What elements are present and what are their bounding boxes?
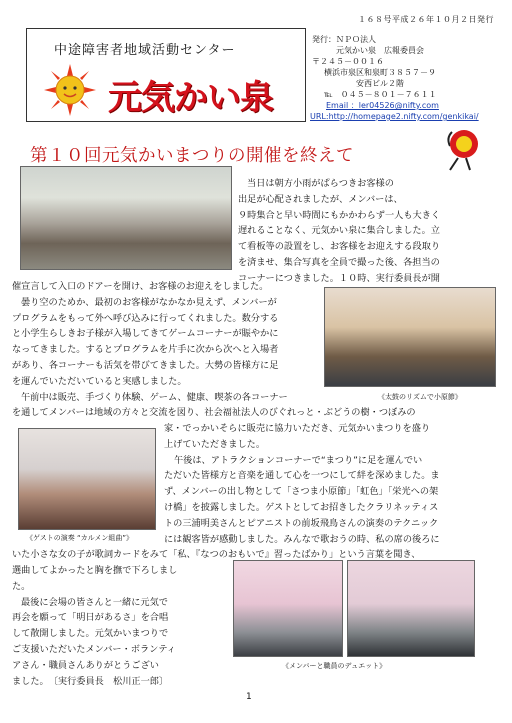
address-line: 横浜市泉区和泉町３８５７－９ <box>324 68 436 77</box>
paragraph-line: プログラムをもって外へ呼び込みに行ってくれました。数分する <box>12 312 279 324</box>
paragraph-line: いた小さな女の子が歌詞カードをみて「私、『なつのおもいで』習ったばかり」という言葉を聞き、 <box>12 549 421 560</box>
paragraph-line: 選曲してよかったと胸を撫で下ろしまし <box>12 565 178 576</box>
body-text-bottom-left <box>12 563 230 689</box>
newsletter-title: 元気かい泉 <box>108 78 273 118</box>
paragraph-line: 上げていただきました。 <box>164 438 266 450</box>
duet-caption: 《メンバーと職員のデュエット》 <box>282 662 387 670</box>
guest-caption: 《ゲストの演奏 “カルメン組曲”》 <box>26 534 133 542</box>
group-photo <box>20 166 232 270</box>
duet-photo-left <box>233 560 343 657</box>
paragraph-line: 最後に会場の皆さんと一緒に元気で <box>21 596 168 608</box>
paragraph-line: には観客皆が感動しました。みんなで歌おうの時、私の席の後ろに <box>164 533 440 545</box>
paragraph-line: なってきました。するとプログラムを片手に次から次へと入場者 <box>12 344 279 356</box>
paragraph-line: があり、各コーナーも活気を帯びてきました。大勢の皆様方に足 <box>12 359 279 371</box>
taiko-caption: 《太鼓のリズムで小原節》 <box>378 393 462 401</box>
paragraph-line: 遅れることなく、元気かい泉に集合しました。立 <box>238 225 440 237</box>
contact-block <box>310 34 479 122</box>
paragraph-line: を済ませ、集合写真を全員で撮った後、各担当の <box>238 256 440 268</box>
paragraph-line: 曇り空のためか、最初のお客様がなかなか見えず、メンバーが <box>21 296 277 308</box>
website-link[interactable]: URL:http://homepage2.nifty.com/genkikai/ <box>310 112 479 121</box>
taiko-photo <box>324 287 496 387</box>
postal-code: 〒２４５－００１６ <box>312 57 384 66</box>
committee-line: 元気かい泉 広報委員会 <box>336 46 424 55</box>
paragraph-line: ず、メンバーの出し物として「さつま小原節」「虹色」「栄光への架 <box>164 486 439 498</box>
festival-mascot-icon <box>440 124 482 172</box>
paragraph-line: トの三浦明美さんとピアニストの前坂飛鳥さんの演奏のテクニック <box>164 517 439 529</box>
paragraph-line: 催宣言して入口のドアーを開け、お客様のお迎えをしました。 <box>12 281 269 292</box>
body-text-mid <box>12 279 312 405</box>
email-link[interactable]: Email ：ler04526@nifty.com <box>326 101 439 110</box>
paragraph-line: 再会を願って「明日があるさ」を合唱 <box>12 612 169 624</box>
sun-logo-icon <box>44 64 96 116</box>
paragraph-line: 当日は朝方小雨がぱらつきお客様の <box>247 178 394 189</box>
paragraph-line: して散開しました。元気かいまつりで <box>12 628 169 640</box>
paragraph-line: て看板等の設置をし、お客様をお迎えする段取り <box>238 241 441 253</box>
paragraph-line: 出足が心配されましたが、メンバーは、 <box>238 193 403 205</box>
paragraph-line: ただいた皆様方と音楽を通して心を一つにして絆を深めました。ま <box>164 470 440 482</box>
paragraph-line: コーナーにつきました。１０時、実行委員長が開 <box>238 272 440 284</box>
page-number: 1 <box>246 692 252 702</box>
paragraph-line: アさん・職員さんありがとうござい <box>12 659 159 671</box>
body-text-top <box>238 176 500 287</box>
body-text-wide <box>12 405 502 421</box>
phone-line: ℡ ０４５－８０１－７６１１ <box>324 90 437 99</box>
paragraph-line: 家・でっかいそらに販売に協力いただき、元気かいまつりを盛り <box>164 423 431 434</box>
paragraph-line: ました。 〔実行委員長 松川正一郎〕 <box>12 675 169 687</box>
publisher-line: 発行：ＮＰＯ法人 <box>312 35 376 44</box>
paragraph-line: 午後は、アトラクションコーナーで“まつり”に足を運んでい <box>174 454 423 466</box>
paragraph-line: 午前中は販売、手づくり体験、ゲーム、健康、喫茶の各コーナー <box>21 391 288 403</box>
issue-line: １６８号平成２６年１０月２日発行 <box>358 15 494 24</box>
organization-name: 中途障害者地域活動センター <box>54 43 236 58</box>
paragraph-line: ９時集合と早い時間にもかかわらず一人も大きく <box>238 209 441 221</box>
building-line: 安西ビル２階 <box>356 79 404 88</box>
paragraph-line: け橋」を披露しました。ゲストとしてお招きしたクラリネッティス <box>164 501 439 513</box>
paragraph-line: ご支援いただいたメンバー・ボランティ <box>12 643 176 655</box>
guest-performance-photo <box>18 428 156 530</box>
paragraph-line: た。 <box>12 580 31 592</box>
paragraph-line: を運んでいただいていると実感しました。 <box>12 375 187 387</box>
paragraph-line: を通してメンバーは地域の方々と交流を図り、社会福祉法人のびぐれっと・ぶどうの樹・つぼみの <box>12 407 416 418</box>
duet-photo-right <box>347 560 475 657</box>
paragraph-line: と小学生らしきお子様が入場してきてゲームコーナーが賑やかに <box>12 328 279 340</box>
body-text-right <box>164 421 504 547</box>
article-headline: 第１０回元気かいまつりの開催を終えて <box>30 146 354 166</box>
